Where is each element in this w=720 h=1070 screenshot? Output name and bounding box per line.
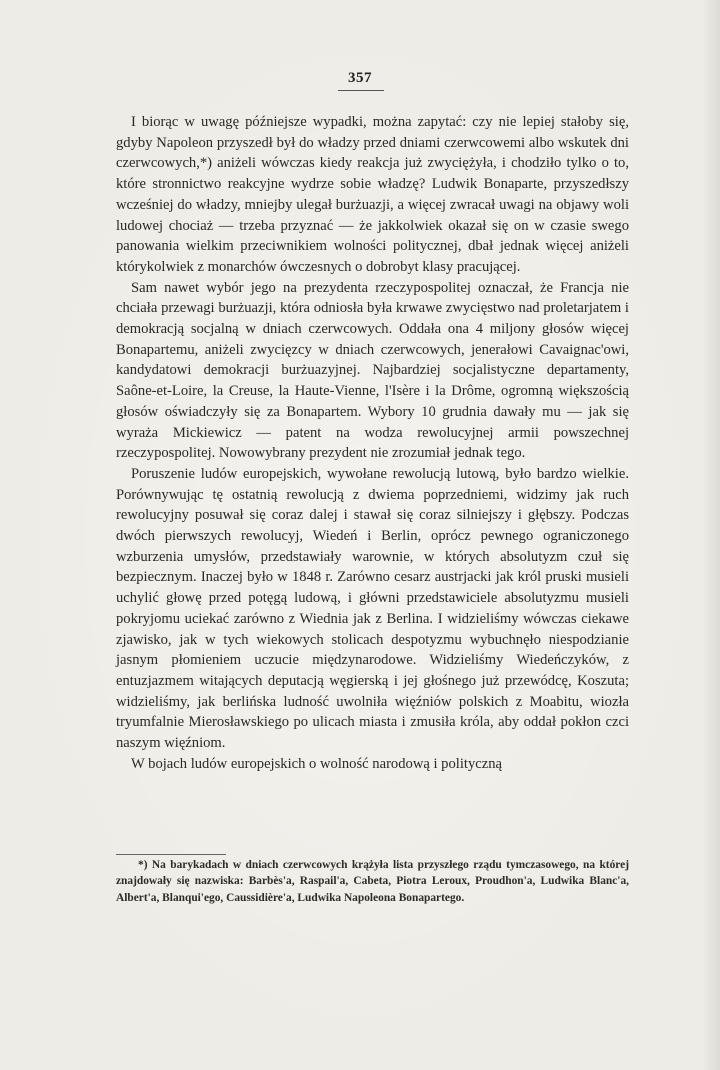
paragraph-3: Poruszenie ludów europejskich, wywołane rewolucją lutową, było bardzo wielkie. Porównywując tę ostatnią rewolucją z dwiema poprzedniemi, widzimy jak ruch rewolucyjny posuwał się coraz dalej i stawał się coraz silniejszy i głębszy. Podczas dwóch pierwszych rewolucyj, Wiedeń i Berlin, oprócz pewnego ograniczonego wzburzenia umysłów, przedstawiały warownie, w których absolutyzm czuł się bezpiecznym. Inaczej było w 1848 r. Zarówno cesarz austrjacki jak król pruski musieli uchylić głowę przed potęgą ludową, i główni przedstawiciele absolutyzmu musieli pokryjomu uciekać zarówno z Wiednia jak z Berlina. I widzieliśmy wówczas ciekawe zjawisko, jak w tych wiekowych stolicach despotyzmu wybuchnęło niespodzianie jasnym płomieniem uczucie międzynarodowe. Widzieliśmy Wiedeńczyków, z entuzjazmem witających deputacją węgierską i jej głośnego już przewódcę, Koszuta; widzieliśmy, jak berlińska ludność uwolniła więźniów polskich z Moabitu, wiozła tryumfalnie Mierosławskiego po ulicach miasta i zmusiła króla, aby oddał pokłon czci naszym więźniom. <box>116 465 629 752</box>
paragraph-1: I biorąc w uwagę późniejsze wypadki, można zapytać: czy nie lepiej stałoby się, gdyby Napoleon przyszedł był do władzy przed dniami czerwcowemi albo wskutek dni czerwcowych,*) aniżeli wówczas kiedy reakcja już zwyciężyła, i chodziło tylko o to, które stronnictwo reakcyjne wydrze sobie władzę? Ludwik Bonaparte, przyszedłszy wcześniej do władzy, mniejby ulegał burżuazji, a więcej zwracał uwagi na objawy woli ludowej chociaż — trzeba przyznać — że jakkolwiek okazał się on w czasie swego panowania wielkim przeciwnikiem wolności politycznej, dbał jednak więcej aniżeli którykolwiek z monarchów ówczesnych o dobrobyt klasy pracującej. <box>116 114 629 275</box>
paragraph-4: W bojach ludów europejskich o wolność narodową i polityczną <box>131 755 502 772</box>
paragraph-2: Sam nawet wybór jego na prezydenta rzeczypospolitej oznaczał, że Francja nie chciała przewagi burżuazji, która odniosła była krwawe zwycięstwo nad proletarjatem i demokracją socjalną w dniach czerwcowych. Oddała ona 4 miljony głosów więcej Bonapartemu, aniżeli zwycięzcy w dniach czerwcowych, jenerałowi Cavaignac'owi, kandydatowi demokracji burżuazyjnej. Najbardziej socjalistyczne departamenty, Saône-et-Loire, la Creuse, la Haute-Vienne, l'Isère i la Drôme, ogromną większością głosów oświadczyły się za Bonapartem. Wybory 10 grudnia dawały mu — jak się wyraża Mickiewicz — patent na wodza rewolucyjnej armii powszechnej rzeczypospolitej. Nowowybrany prezydent nie zrozumiał jednak tego. <box>116 279 629 462</box>
page-number-rule <box>338 90 384 91</box>
footnote-rule <box>116 854 226 855</box>
footnote: *) Na barykadach w dniach czerwcowych krążyła lista przyszłego rządu tymczasowego, na której znajdowały się nazwiska: Barbès'a, Raspail'a, Cabeta, Piotra Leroux, Proudhon'a, Ludwika Blanc'a, Albert'a, Blanqui'ego, Caussidière'a, Ludwika Napoleona Bonapartego. <box>116 859 629 904</box>
main-text <box>116 112 629 775</box>
page-number: 357 <box>348 70 372 86</box>
scan-edge-shadow <box>702 0 720 1070</box>
